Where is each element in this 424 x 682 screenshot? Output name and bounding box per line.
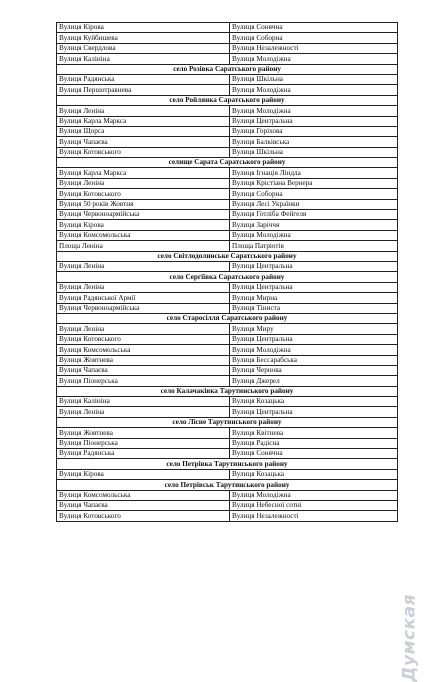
table-row xyxy=(57,407,398,417)
new-street-name: Вулиця Шкільна xyxy=(230,74,398,84)
new-street-name: Вулиця Готліба Фейгеля xyxy=(230,210,398,220)
new-street-name: Площа Патріотів xyxy=(230,241,398,251)
table-row xyxy=(57,241,398,251)
new-street-name: Вулиця Заріччя xyxy=(230,220,398,230)
table-row xyxy=(57,147,398,157)
section-header: село Розівка Саратського району xyxy=(57,64,398,74)
old-street-name: Вулиця Червоноармійська xyxy=(57,210,230,220)
section-header: село Ройлянка Саратського району xyxy=(57,95,398,105)
old-street-name: Вулиця Калініна xyxy=(57,397,230,407)
new-street-name: Вулиця Центральна xyxy=(230,261,398,271)
old-street-name: Вулиця Свердлова xyxy=(57,43,230,53)
old-street-name: Вулиця Жовтнева xyxy=(57,355,230,365)
table-body xyxy=(57,23,398,522)
old-street-name: Вулиця Комсомольська xyxy=(57,230,230,240)
old-street-name: Вулиця Котовського xyxy=(57,334,230,344)
table-row xyxy=(57,126,398,136)
section-header-row xyxy=(57,480,398,490)
section-header: село Старосілля Саратського району xyxy=(57,313,398,323)
old-street-name: Вулиця Комсомольська xyxy=(57,490,230,500)
old-street-name: Вулиця Червоноармійська xyxy=(57,303,230,313)
table-row xyxy=(57,220,398,230)
new-street-name: Вулиця Молодіжна xyxy=(230,230,398,240)
table-row xyxy=(57,178,398,188)
table-row xyxy=(57,355,398,365)
old-street-name: Вулиця Кірова xyxy=(57,220,230,230)
table-row xyxy=(57,74,398,84)
old-street-name: Вулиця Жовтнева xyxy=(57,428,230,438)
table-row xyxy=(57,397,398,407)
new-street-name: Вулиця Незалежності xyxy=(230,511,398,521)
table-row xyxy=(57,85,398,95)
old-street-name: Площа Леніна xyxy=(57,241,230,251)
new-street-name: Вулиця Крістіана Вернера xyxy=(230,178,398,188)
new-street-name: Вулиця Молодіжна xyxy=(230,490,398,500)
table-row xyxy=(57,168,398,178)
section-header: село Петрівськ Тарутинського району xyxy=(57,480,398,490)
section-header: село Петрівка Тарутинського району xyxy=(57,459,398,469)
new-street-name: Вулиця Миру xyxy=(230,324,398,334)
old-street-name: Вулиця Леніна xyxy=(57,261,230,271)
old-street-name: Вулиця Щорса xyxy=(57,126,230,136)
old-street-name: Вулиця Куйбишева xyxy=(57,33,230,43)
section-header: село Лісне Тарутинського району xyxy=(57,417,398,427)
new-street-name: Вулиця Ігнація Ліндла xyxy=(230,168,398,178)
table-row xyxy=(57,54,398,64)
old-street-name: Вулиця Піонерська xyxy=(57,438,230,448)
new-street-name: Вулиця Незалежності xyxy=(230,43,398,53)
old-street-name: Вулиця Радянська xyxy=(57,449,230,459)
new-street-name: Вулиця Молодіжна xyxy=(230,85,398,95)
table-row xyxy=(57,33,398,43)
table-row xyxy=(57,43,398,53)
table-row xyxy=(57,116,398,126)
new-street-name: Вулиця Небесної сотні xyxy=(230,500,398,510)
table-row xyxy=(57,428,398,438)
new-street-name: Вулиця Сонячна xyxy=(230,23,398,33)
table-row xyxy=(57,469,398,479)
old-street-name: Вулиця Кірова xyxy=(57,23,230,33)
new-street-name: Вулиця Козацька xyxy=(230,397,398,407)
section-header: селище Сарата Саратського району xyxy=(57,158,398,168)
new-street-name: Вулиця Балківська xyxy=(230,137,398,147)
new-street-name: Вулиця Лесі Українки xyxy=(230,199,398,209)
table-row xyxy=(57,199,398,209)
table-row xyxy=(57,137,398,147)
old-street-name: Вулиця Чапаєва xyxy=(57,365,230,375)
table-row xyxy=(57,303,398,313)
old-street-name: Вулиця Карла Маркса xyxy=(57,168,230,178)
street-renaming-table xyxy=(56,22,398,522)
new-street-name: Вулиця Соборна xyxy=(230,189,398,199)
table-row xyxy=(57,324,398,334)
section-header-row xyxy=(57,95,398,105)
old-street-name: Вулиця Калініна xyxy=(57,54,230,64)
old-street-name: Вулиця Котовського xyxy=(57,147,230,157)
old-street-name: Вулиця Леніна xyxy=(57,282,230,292)
old-street-name: Вулиця Чапаєва xyxy=(57,500,230,510)
section-header-row xyxy=(57,386,398,396)
section-header: село Світлодолинське Саратського району xyxy=(57,251,398,261)
table-row xyxy=(57,230,398,240)
table-row xyxy=(57,261,398,271)
table-row xyxy=(57,210,398,220)
table-row xyxy=(57,500,398,510)
section-header-row xyxy=(57,417,398,427)
old-street-name: Вулиця Карла Маркса xyxy=(57,116,230,126)
section-header-row xyxy=(57,158,398,168)
old-street-name: Вулиця 50 років Жовтня xyxy=(57,199,230,209)
section-header-row xyxy=(57,272,398,282)
new-street-name: Вулиця Молодіжна xyxy=(230,106,398,116)
document-page xyxy=(56,22,398,522)
new-street-name: Вулиця Тіниста xyxy=(230,303,398,313)
old-street-name: Вулиця Чапаєва xyxy=(57,137,230,147)
old-street-name: Вулиця Піонерська xyxy=(57,376,230,386)
old-street-name: Вулиця Радянської Армії xyxy=(57,293,230,303)
new-street-name: Вулиця Горіхова xyxy=(230,126,398,136)
old-street-name: Вулиця Першотравнева xyxy=(57,85,230,95)
new-street-name: Вулиця Бессарабська xyxy=(230,355,398,365)
old-street-name: Вулиця Кірова xyxy=(57,469,230,479)
table-row xyxy=(57,293,398,303)
section-header-row xyxy=(57,64,398,74)
table-row xyxy=(57,334,398,344)
new-street-name: Вулиця Центральна xyxy=(230,334,398,344)
old-street-name: Вулиця Котовського xyxy=(57,511,230,521)
new-street-name: Вулиця Козацька xyxy=(230,469,398,479)
table-row xyxy=(57,511,398,521)
new-street-name: Вулиця Центральна xyxy=(230,116,398,126)
section-header-row xyxy=(57,459,398,469)
new-street-name: Вулиця Чернова xyxy=(230,365,398,375)
new-street-name: Вулиця Мирна xyxy=(230,293,398,303)
table-row xyxy=(57,438,398,448)
table-row xyxy=(57,106,398,116)
new-street-name: Вулиця Квітнева xyxy=(230,428,398,438)
new-street-name: Вулиця Молодіжна xyxy=(230,54,398,64)
table-row xyxy=(57,189,398,199)
new-street-name: Вулиця Центральна xyxy=(230,282,398,292)
new-street-name: Вулиця Шкільна xyxy=(230,147,398,157)
section-header-row xyxy=(57,251,398,261)
old-street-name: Вулиця Леніна xyxy=(57,106,230,116)
table-row xyxy=(57,345,398,355)
old-street-name: Вулиця Леніна xyxy=(57,178,230,188)
old-street-name: Вулиця Комсомольська xyxy=(57,345,230,355)
new-street-name: Вулиця Центральна xyxy=(230,407,398,417)
table-row xyxy=(57,490,398,500)
table-row xyxy=(57,449,398,459)
table-row xyxy=(57,282,398,292)
watermark-logo: Думская xyxy=(400,594,420,682)
table-row xyxy=(57,376,398,386)
new-street-name: Вулиця Молодіжна xyxy=(230,345,398,355)
new-street-name: Вулиця Радісна xyxy=(230,438,398,448)
new-street-name: Вулиця Сонячна xyxy=(230,449,398,459)
old-street-name: Вулиця Леніна xyxy=(57,324,230,334)
new-street-name: Вулиця Соборна xyxy=(230,33,398,43)
table-row xyxy=(57,365,398,375)
old-street-name: Вулиця Котовського xyxy=(57,189,230,199)
section-header: село Калачаківка Тарутинського району xyxy=(57,386,398,396)
new-street-name: Вулиця Джерел xyxy=(230,376,398,386)
old-street-name: Вулиця Радянська xyxy=(57,74,230,84)
section-header-row xyxy=(57,313,398,323)
section-header: село Сергіївка Саратського району xyxy=(57,272,398,282)
old-street-name: Вулиця Леніна xyxy=(57,407,230,417)
table-row xyxy=(57,23,398,33)
